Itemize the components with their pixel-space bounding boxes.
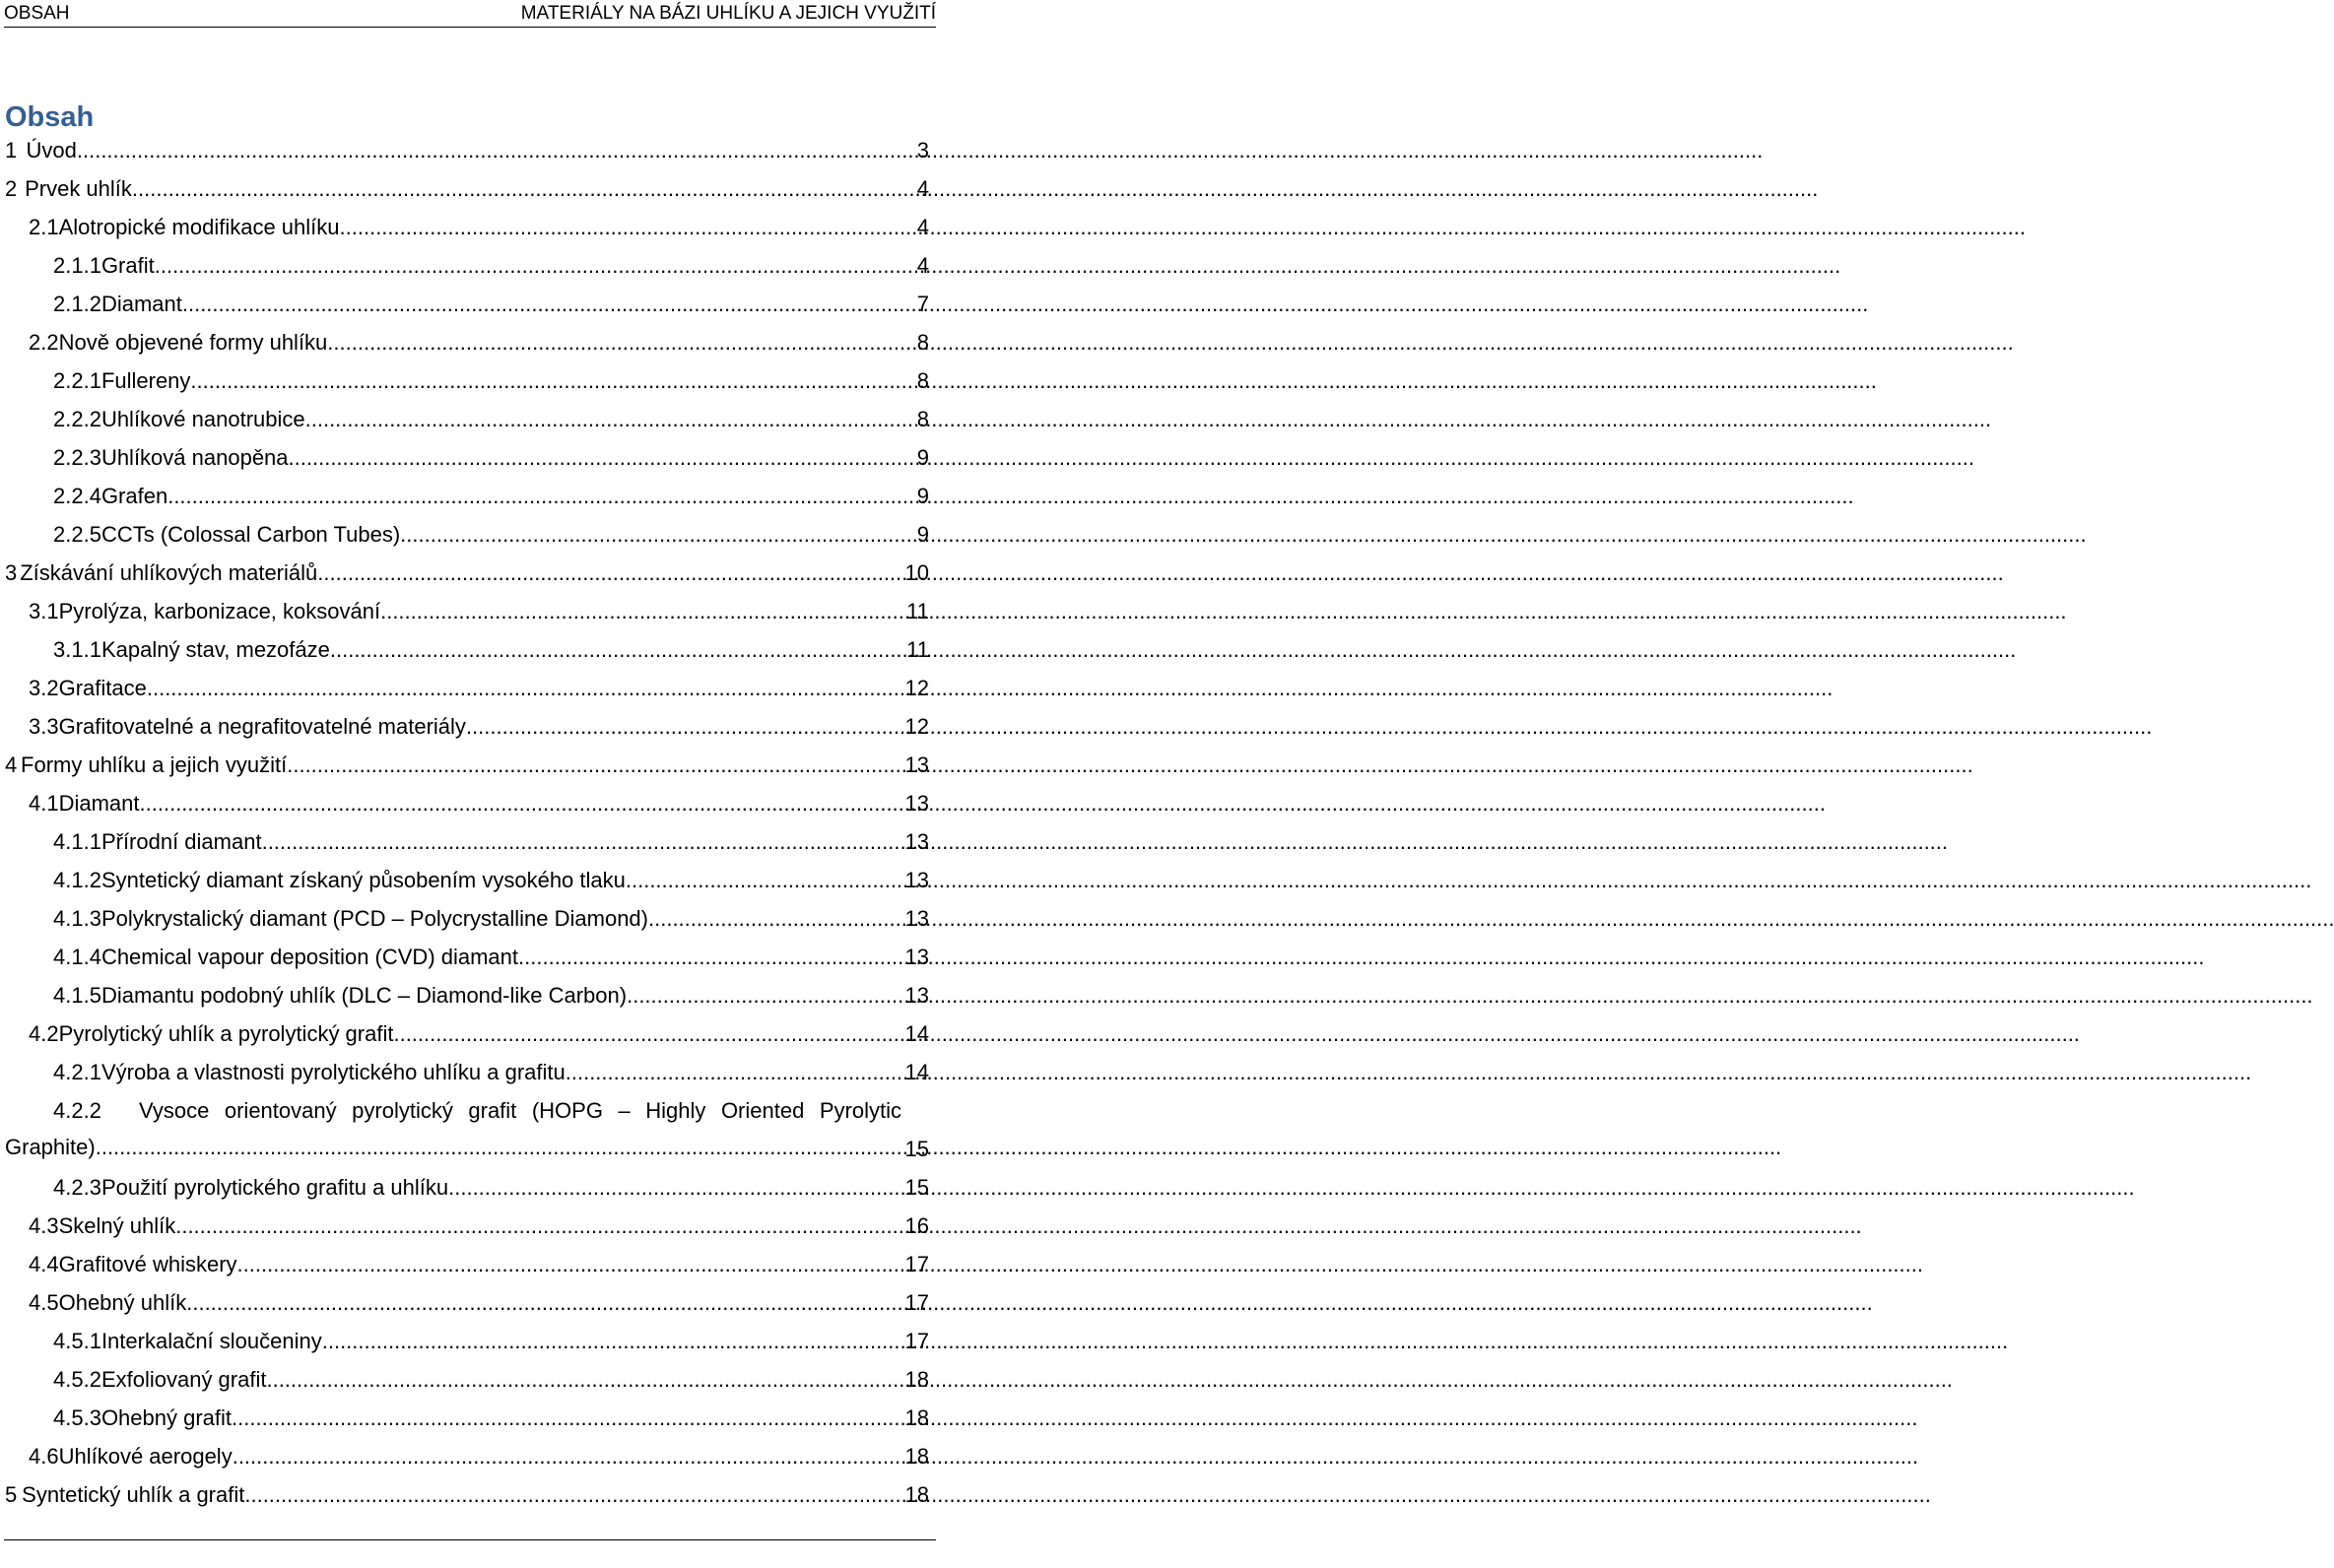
toc-entry-title[interactable]: Pyrolytický uhlík a pyrolytický grafit — [58, 1021, 394, 1046]
toc-entry-title[interactable]: Nově objevené formy uhlíku — [58, 330, 328, 355]
toc-entry-page[interactable]: 14 — [904, 1021, 929, 1046]
toc-entry-title[interactable]: Výroba a vlastnosti pyrolytického uhlíku a grafitu — [100, 1060, 566, 1084]
toc-dot-leader — [566, 1054, 901, 1090]
toc-entry-number: 4.1 — [29, 791, 59, 816]
toc-entry-page[interactable]: 13 — [904, 983, 929, 1008]
toc-entry-title[interactable]: Prvek uhlík — [25, 176, 132, 201]
toc-dot-leader — [244, 1476, 901, 1513]
header-document-title: MATERIÁLY NA BÁZI UHLÍKU A JEJICH VYUŽITÍ — [520, 3, 936, 24]
toc-entry[interactable] — [5, 823, 929, 862]
toc-entry[interactable] — [5, 1438, 929, 1476]
toc-entry-page[interactable]: 18 — [904, 1482, 929, 1507]
toc-entry-title[interactable]: Syntetický diamant získaný působením vysokého tlaku — [100, 868, 626, 892]
toc-entry-title[interactable]: Alotropické modifikace uhlíku — [58, 215, 340, 239]
toc-entry-title[interactable]: Ohebný grafit — [100, 1405, 233, 1430]
toc-entry-number: 3.1 — [29, 599, 59, 623]
toc-entry-title[interactable]: Grafen — [100, 484, 168, 508]
toc-dot-leader — [626, 862, 901, 898]
toc-entry-page[interactable]: 12 — [904, 676, 929, 700]
toc-entry-title[interactable]: Uhlíkové aerogely — [58, 1444, 233, 1469]
toc-dot-leader — [266, 1361, 901, 1398]
toc-entry-number: 2.2.5 — [53, 522, 101, 547]
toc-dot-leader — [380, 593, 901, 629]
toc-entry-number: 4.5.2 — [53, 1367, 101, 1392]
toc-entry-page[interactable]: 9 — [916, 445, 929, 470]
toc-entry-number: 4.6 — [29, 1444, 59, 1469]
toc-entry[interactable] — [5, 362, 929, 401]
toc-entry-number: 3.3 — [29, 714, 59, 739]
toc-entry[interactable] — [5, 478, 929, 516]
toc-entry-page[interactable]: 4 — [916, 215, 929, 239]
toc-entry[interactable] — [5, 555, 929, 593]
toc-entry-title[interactable]: Diamant — [58, 791, 140, 816]
toc-entry[interactable] — [5, 1361, 929, 1400]
toc-entry-number: 2.2.2 — [53, 407, 101, 431]
toc-entry-number: 5 — [5, 1482, 18, 1507]
toc-entry-title[interactable]: Uhlíková nanopěna — [100, 445, 289, 470]
toc-entry-number: 4 — [5, 752, 18, 777]
toc-entry-title[interactable]: Použití pyrolytického grafitu a uhlíku — [100, 1175, 449, 1200]
toc-entry-page[interactable]: 10 — [904, 560, 929, 585]
toc-entry-number: 2.1 — [29, 215, 59, 239]
toc-dot-leader — [77, 132, 901, 168]
toc-entry[interactable] — [5, 747, 929, 785]
toc-dot-leader — [132, 170, 901, 207]
toc-entry-page[interactable]: 17 — [904, 1252, 929, 1276]
toc-heading: Obsah — [5, 101, 95, 133]
toc-dot-leader — [155, 247, 901, 284]
toc-entry-page[interactable]: 13 — [904, 906, 929, 931]
toc-entry-page[interactable]: 14 — [904, 1060, 929, 1084]
toc-entry[interactable] — [5, 286, 929, 324]
toc-entry-title[interactable]: Získávání uhlíkových materiálů — [20, 560, 318, 585]
toc-entry-number: 1 — [5, 138, 18, 163]
toc-entry-page[interactable]: 18 — [904, 1367, 929, 1392]
toc-entry[interactable] — [5, 439, 929, 478]
toc-entry-number: 2.2.3 — [53, 445, 101, 470]
toc-entry-page[interactable]: 13 — [904, 868, 929, 892]
toc-entry[interactable] — [5, 1092, 929, 1169]
footer-divider — [4, 1539, 936, 1540]
toc-entry-page[interactable]: 16 — [904, 1213, 929, 1238]
toc-entry[interactable] — [5, 1208, 929, 1246]
toc-entry[interactable] — [5, 1054, 929, 1092]
toc-entry-page[interactable]: 15 — [904, 1137, 929, 1161]
toc-entry-title[interactable]: Úvod — [26, 138, 77, 163]
toc-entry-page[interactable]: 18 — [904, 1405, 929, 1430]
toc-entry[interactable] — [5, 1284, 929, 1323]
toc-entry-title[interactable]: Interkalační sloučeniny — [100, 1329, 322, 1353]
toc-entry-number: 4.5.1 — [53, 1329, 101, 1353]
toc-entry[interactable] — [5, 900, 929, 939]
toc-dot-leader — [287, 747, 901, 783]
toc-dot-leader — [96, 1129, 874, 1165]
toc-entry[interactable] — [5, 401, 929, 439]
toc-dot-leader — [305, 401, 901, 437]
toc-entry-page[interactable]: 9 — [916, 522, 929, 547]
toc-dot-leader — [232, 1400, 901, 1436]
toc-entry-page[interactable]: 8 — [916, 368, 929, 393]
toc-entry[interactable] — [5, 516, 929, 555]
toc-entry-page[interactable]: 13 — [904, 752, 929, 777]
toc-entry-number: 4.3 — [29, 1213, 59, 1238]
toc-dot-leader — [147, 670, 901, 706]
toc-entry[interactable] — [5, 170, 929, 209]
toc-entry[interactable] — [5, 1015, 929, 1054]
toc-entry-title[interactable]: Grafitace — [58, 676, 147, 700]
toc-entry-page[interactable]: 8 — [916, 407, 929, 431]
toc-entry-number: 4.2.2 — [53, 1098, 101, 1123]
toc-entry-page[interactable]: 3 — [916, 138, 929, 163]
toc-entry-title[interactable]: Vysoce orientovaný pyrolytický grafit (HOPG – Highly Oriented Pyrolytic — [139, 1098, 901, 1123]
toc-entry-page[interactable]: 11 — [906, 599, 929, 623]
toc-entry-number: 4.5.3 — [53, 1405, 101, 1430]
toc-entry-title-continuation[interactable]: Graphite) — [5, 1135, 96, 1159]
toc-dot-leader — [186, 1284, 901, 1321]
toc-entry[interactable] — [5, 593, 929, 631]
toc-entry-number: 2.2 — [29, 330, 59, 355]
toc-dot-leader — [190, 362, 901, 399]
toc-entry-number: 2.1.1 — [53, 253, 101, 278]
toc-dot-leader — [182, 286, 901, 322]
toc-dot-leader — [317, 555, 901, 591]
toc-entry-number: 4.1.2 — [53, 868, 101, 892]
toc-entry-page[interactable]: 13 — [904, 791, 929, 816]
toc-entry[interactable] — [5, 1323, 929, 1361]
toc-entry-number: 4.2 — [29, 1021, 59, 1046]
toc-entry[interactable] — [5, 670, 929, 708]
toc-dot-leader — [327, 324, 901, 360]
toc-entry-page[interactable]: 18 — [904, 1444, 929, 1469]
toc-entry-number: 4.1.4 — [53, 945, 101, 969]
toc-entry-title[interactable]: CCTs (Colossal Carbon Tubes) — [100, 522, 401, 547]
toc-entry-page[interactable]: 4 — [916, 253, 929, 278]
toc-entry-title[interactable]: Formy uhlíku a jejich využití — [21, 752, 288, 777]
table-of-contents — [5, 132, 929, 1515]
toc-entry-title[interactable]: Grafitové whiskery — [58, 1252, 237, 1276]
toc-dot-leader — [627, 977, 901, 1013]
toc-entry[interactable] — [5, 1400, 929, 1438]
toc-dot-leader — [237, 1246, 901, 1282]
toc-entry[interactable] — [5, 1169, 929, 1208]
toc-entry-number: 4.1.3 — [53, 906, 101, 931]
toc-entry-title[interactable]: Grafit — [100, 253, 155, 278]
toc-entry[interactable] — [5, 862, 929, 900]
toc-entry-number: 2 — [5, 176, 18, 201]
toc-dot-leader — [466, 708, 901, 745]
toc-entry-number: 4.2.1 — [53, 1060, 101, 1084]
toc-dot-leader — [648, 900, 901, 937]
toc-entry[interactable] — [5, 785, 929, 823]
toc-entry[interactable] — [5, 324, 929, 362]
toc-entry-number: 3.2 — [29, 676, 59, 700]
toc-entry[interactable] — [5, 977, 929, 1015]
toc-dot-leader — [400, 516, 901, 553]
toc-entry-number: 3.1.1 — [53, 637, 101, 662]
toc-entry-page[interactable]: 7 — [916, 292, 929, 316]
toc-entry-number: 2.2.1 — [53, 368, 101, 393]
toc-entry[interactable] — [5, 1476, 929, 1515]
toc-entry-title[interactable]: Polykrystalický diamant (PCD – Polycrystalline Diamond) — [100, 906, 648, 931]
toc-entry-page[interactable]: 8 — [916, 330, 929, 355]
toc-entry-title[interactable]: Diamant — [100, 292, 182, 316]
toc-entry-page[interactable]: 13 — [904, 829, 929, 854]
toc-entry-number: 4.1.1 — [53, 829, 101, 854]
toc-entry-number: 4.4 — [29, 1252, 59, 1276]
toc-entry-number: 4.2.3 — [53, 1175, 101, 1200]
toc-dot-leader — [262, 823, 901, 860]
toc-entry-title[interactable]: Grafitovatelné a negrafitovatelné materiály — [58, 714, 466, 739]
toc-entry[interactable] — [5, 708, 929, 747]
toc-entry-title[interactable]: Ohebný uhlík — [58, 1290, 187, 1315]
toc-entry-page[interactable]: 9 — [916, 484, 929, 508]
toc-dot-leader — [393, 1015, 901, 1052]
toc-entry-page[interactable]: 12 — [904, 714, 929, 739]
toc-entry-title[interactable]: Kapalný stav, mezofáze — [100, 637, 330, 662]
toc-entry-page[interactable]: 13 — [904, 945, 929, 969]
toc-entry-number: 4.1.5 — [53, 983, 101, 1008]
toc-entry-title[interactable]: Exfoliovaný grafit — [100, 1367, 267, 1392]
toc-dot-leader — [518, 939, 901, 975]
toc-entry[interactable] — [5, 247, 929, 286]
toc-entry-title[interactable]: Diamantu podobný uhlík (DLC – Diamond-like Carbon) — [100, 983, 628, 1008]
toc-entry[interactable] — [5, 631, 929, 670]
toc-entry[interactable] — [5, 132, 929, 170]
header-section-name: OBSAH — [4, 3, 70, 24]
toc-entry-page[interactable]: 15 — [904, 1175, 929, 1200]
toc-entry-title[interactable]: Fullereny — [100, 368, 191, 393]
toc-entry[interactable] — [5, 1246, 929, 1284]
toc-entry-page[interactable]: 11 — [906, 637, 929, 662]
toc-entry-page[interactable]: 17 — [904, 1329, 929, 1353]
toc-entry-page[interactable]: 4 — [916, 176, 929, 201]
toc-entry-title[interactable]: Uhlíkové nanotrubice — [100, 407, 305, 431]
toc-dot-leader — [289, 439, 901, 476]
toc-entry-title[interactable]: Přírodní diamant — [100, 829, 262, 854]
toc-entry[interactable] — [5, 209, 929, 247]
toc-entry[interactable] — [5, 939, 929, 977]
toc-dot-leader — [233, 1438, 901, 1474]
toc-dot-leader — [140, 785, 901, 821]
toc-dot-leader — [448, 1169, 901, 1206]
toc-dot-leader — [330, 631, 901, 668]
toc-entry-page[interactable]: 17 — [904, 1290, 929, 1315]
toc-dot-leader — [167, 478, 901, 514]
toc-dot-leader — [340, 209, 901, 245]
toc-entry-title[interactable]: Skelný uhlík — [58, 1213, 176, 1238]
toc-entry-number: 2.2.4 — [53, 484, 101, 508]
toc-entry-number: 4.5 — [29, 1290, 59, 1315]
toc-entry-title[interactable]: Syntetický uhlík a grafit — [22, 1482, 245, 1507]
toc-entry-number: 2.1.2 — [53, 292, 101, 316]
toc-dot-leader — [322, 1323, 901, 1359]
toc-dot-leader — [175, 1208, 901, 1244]
page-header — [4, 0, 936, 28]
toc-entry-title[interactable]: Pyrolýza, karbonizace, koksování — [58, 599, 381, 623]
toc-entry-title[interactable]: Chemical vapour deposition (CVD) diamant — [100, 945, 519, 969]
toc-entry-number: 3 — [5, 560, 18, 585]
